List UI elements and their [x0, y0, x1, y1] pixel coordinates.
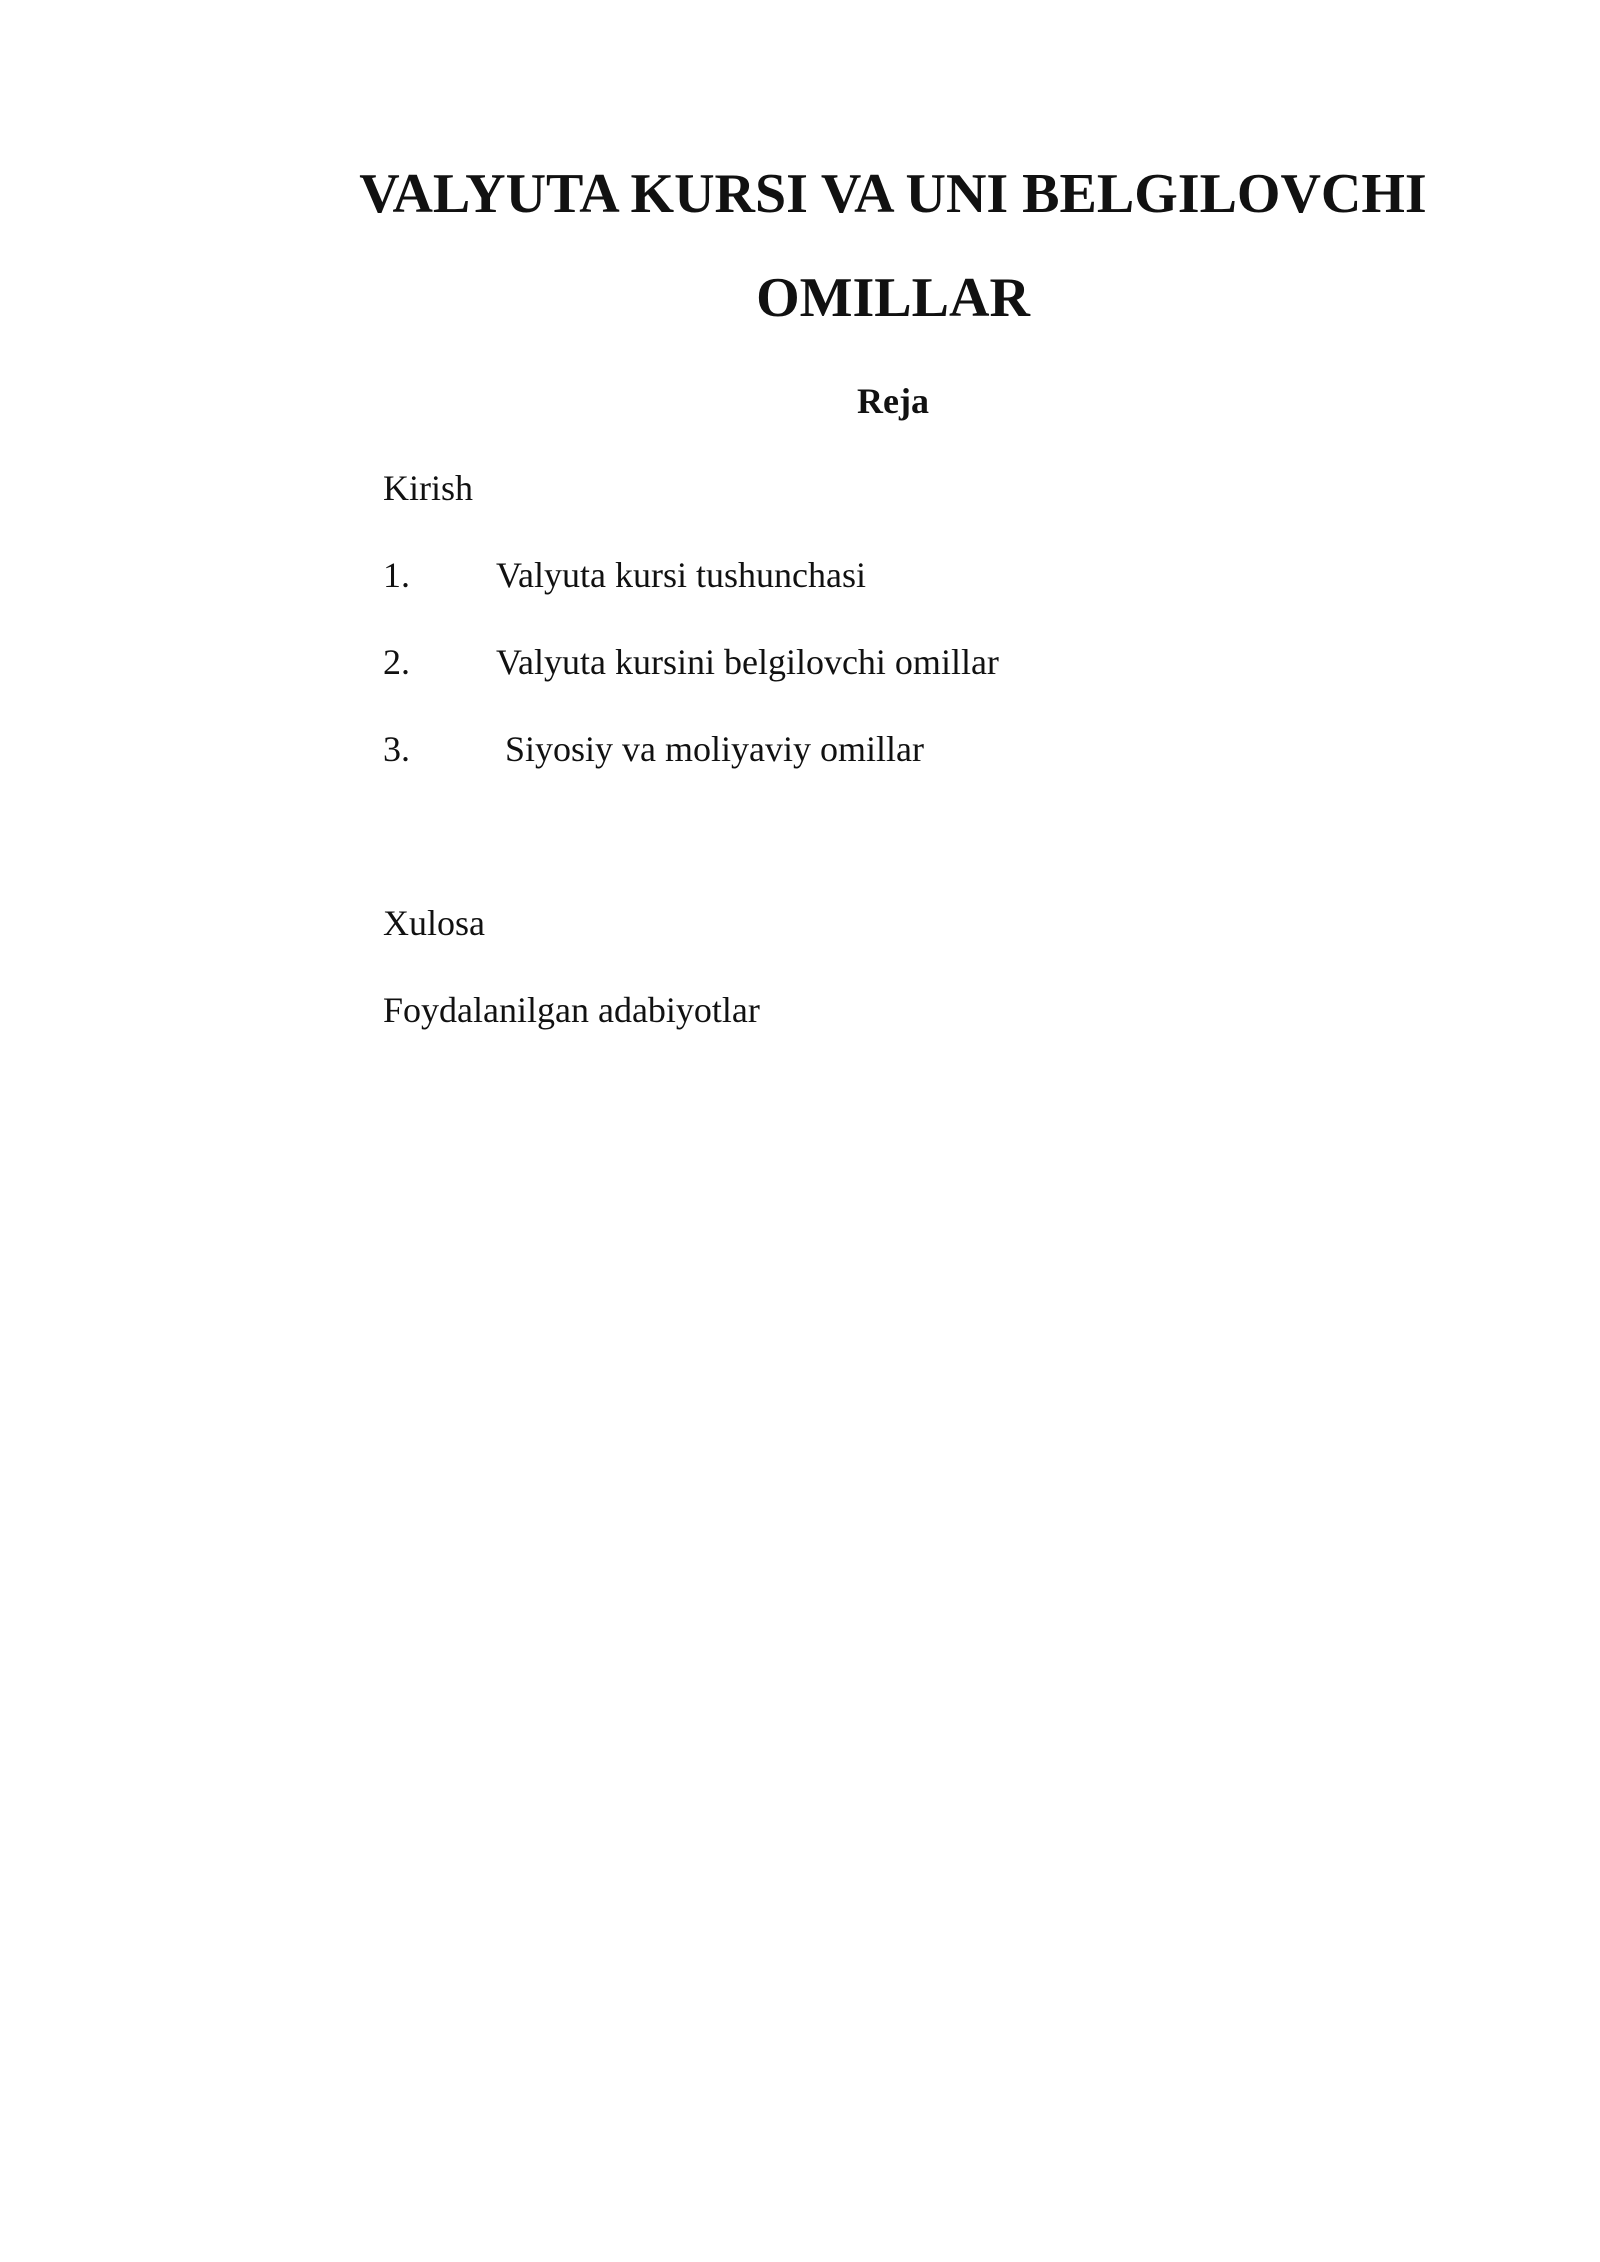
toc-item-3 — [383, 723, 924, 775]
title-line-1: VALYUTA KURSI VA UNI BELGILOVCHI — [359, 163, 1427, 225]
toc-item-text: Valyuta kursi tushunchasi — [496, 555, 866, 595]
toc-references: Foydalanilgan adabiyotlar — [383, 990, 760, 1030]
toc-item-number: 3. — [383, 729, 410, 769]
toc-item-text: Valyuta kursini belgilovchi omillar — [496, 642, 999, 682]
plan-heading: Reja — [857, 381, 929, 421]
document-title — [318, 142, 1468, 350]
toc-item-text: Siyosiy va moliyaviy omillar — [505, 729, 924, 769]
toc-item-number: 2. — [383, 642, 410, 682]
title-line-2: OMILLAR — [756, 267, 1030, 329]
toc-item-1 — [383, 549, 866, 601]
toc-conclusion: Xulosa — [383, 903, 485, 943]
toc-item-number: 1. — [383, 555, 410, 595]
toc-item-2 — [383, 636, 999, 688]
toc-introduction: Kirish — [383, 468, 473, 508]
